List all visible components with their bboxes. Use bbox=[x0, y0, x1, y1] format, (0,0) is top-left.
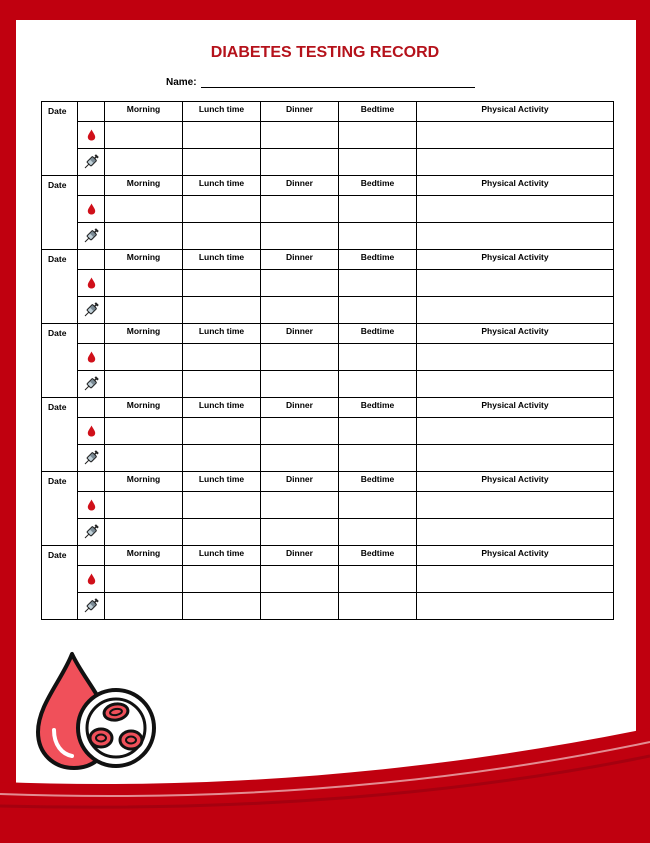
entry-cell[interactable] bbox=[105, 492, 183, 519]
insulin-dose-row bbox=[42, 149, 614, 176]
name-line[interactable] bbox=[201, 77, 475, 88]
glucose-reading-row bbox=[42, 196, 614, 223]
insulin-dose-row bbox=[42, 593, 614, 620]
entry-cell[interactable] bbox=[261, 122, 339, 149]
entry-cell[interactable] bbox=[105, 196, 183, 223]
date-cell[interactable] bbox=[42, 324, 78, 398]
date-label: Date bbox=[48, 550, 67, 560]
icon-header-cell bbox=[78, 102, 105, 122]
column-header: Bedtime bbox=[339, 102, 417, 122]
entry-cell[interactable] bbox=[339, 344, 417, 371]
date-cell[interactable] bbox=[42, 176, 78, 250]
insulin-dose-row bbox=[42, 445, 614, 472]
date-entry-space[interactable] bbox=[48, 417, 77, 471]
column-header: Physical Activity bbox=[417, 324, 614, 344]
entry-cell[interactable] bbox=[261, 371, 339, 398]
entry-cell[interactable] bbox=[417, 566, 614, 593]
entry-cell[interactable] bbox=[105, 122, 183, 149]
glucose-reading-row bbox=[42, 122, 614, 149]
icon-header-cell bbox=[78, 398, 105, 418]
date-entry-space[interactable] bbox=[48, 565, 77, 619]
entry-cell[interactable] bbox=[339, 519, 417, 546]
testing-record-table bbox=[41, 101, 614, 620]
entry-cell[interactable] bbox=[183, 566, 261, 593]
glucose-reading-row bbox=[42, 270, 614, 297]
entry-cell[interactable] bbox=[261, 492, 339, 519]
entry-cell[interactable] bbox=[183, 122, 261, 149]
date-cell[interactable] bbox=[42, 250, 78, 324]
row-icon-cell bbox=[78, 122, 105, 149]
entry-cell[interactable] bbox=[105, 149, 183, 176]
date-cell[interactable] bbox=[42, 398, 78, 472]
entry-cell[interactable] bbox=[339, 593, 417, 620]
insulin-dose-row bbox=[42, 297, 614, 324]
entry-cell[interactable] bbox=[417, 122, 614, 149]
column-header: Morning bbox=[105, 250, 183, 270]
column-header: Bedtime bbox=[339, 546, 417, 566]
entry-cell[interactable] bbox=[261, 344, 339, 371]
entry-cell[interactable] bbox=[417, 371, 614, 398]
date-entry-space[interactable] bbox=[48, 195, 77, 249]
row-icon-cell bbox=[78, 519, 105, 546]
column-header: Physical Activity bbox=[417, 472, 614, 492]
syringe-icon bbox=[82, 304, 100, 314]
glucose-reading-row bbox=[42, 492, 614, 519]
column-header: Bedtime bbox=[339, 324, 417, 344]
column-header: Lunch time bbox=[183, 176, 261, 196]
entry-cell[interactable] bbox=[105, 270, 183, 297]
column-header: Dinner bbox=[261, 176, 339, 196]
column-header: Bedtime bbox=[339, 250, 417, 270]
name-label: Name: bbox=[166, 77, 197, 88]
date-label: Date bbox=[48, 254, 67, 264]
column-header: Lunch time bbox=[183, 398, 261, 418]
row-icon-cell bbox=[78, 297, 105, 324]
blood-drop-icon bbox=[87, 277, 96, 287]
entry-cell[interactable] bbox=[339, 122, 417, 149]
insulin-dose-row bbox=[42, 519, 614, 546]
entry-cell[interactable] bbox=[339, 371, 417, 398]
date-cell[interactable] bbox=[42, 102, 78, 176]
row-icon-cell bbox=[78, 593, 105, 620]
column-header: Lunch time bbox=[183, 324, 261, 344]
entry-cell[interactable] bbox=[105, 593, 183, 620]
insulin-dose-row bbox=[42, 371, 614, 398]
entry-cell[interactable] bbox=[105, 445, 183, 472]
row-icon-cell bbox=[78, 344, 105, 371]
icon-header-cell bbox=[78, 324, 105, 344]
entry-cell[interactable] bbox=[183, 196, 261, 223]
entry-cell[interactable] bbox=[417, 297, 614, 324]
entry-cell[interactable] bbox=[339, 223, 417, 250]
row-icon-cell bbox=[78, 445, 105, 472]
column-header: Physical Activity bbox=[417, 546, 614, 566]
block-header-row bbox=[42, 176, 614, 196]
column-header: Bedtime bbox=[339, 176, 417, 196]
entry-cell[interactable] bbox=[183, 418, 261, 445]
entry-cell[interactable] bbox=[261, 593, 339, 620]
entry-cell[interactable] bbox=[417, 445, 614, 472]
date-entry-space[interactable] bbox=[48, 343, 77, 397]
entry-cell[interactable] bbox=[183, 149, 261, 176]
syringe-icon bbox=[82, 378, 100, 388]
entry-cell[interactable] bbox=[105, 519, 183, 546]
entry-cell[interactable] bbox=[339, 445, 417, 472]
entry-cell[interactable] bbox=[183, 223, 261, 250]
entry-cell[interactable] bbox=[183, 297, 261, 324]
entry-cell[interactable] bbox=[339, 270, 417, 297]
date-label: Date bbox=[48, 476, 67, 486]
glucose-reading-row bbox=[42, 344, 614, 371]
entry-cell[interactable] bbox=[339, 297, 417, 324]
block-header-row bbox=[42, 250, 614, 270]
page-title: DIABETES TESTING RECORD bbox=[210, 44, 440, 61]
date-cell[interactable] bbox=[42, 472, 78, 546]
column-header: Bedtime bbox=[339, 398, 417, 418]
entry-cell[interactable] bbox=[417, 418, 614, 445]
blood-drop-icon bbox=[87, 499, 96, 509]
column-header: Lunch time bbox=[183, 546, 261, 566]
entry-cell[interactable] bbox=[183, 344, 261, 371]
column-header: Morning bbox=[105, 398, 183, 418]
date-label: Date bbox=[48, 106, 67, 116]
icon-header-cell bbox=[78, 176, 105, 196]
entry-cell[interactable] bbox=[261, 223, 339, 250]
entry-cell[interactable] bbox=[261, 418, 339, 445]
block-header-row bbox=[42, 398, 614, 418]
blood-drop-icon bbox=[87, 425, 96, 435]
column-header: Lunch time bbox=[183, 250, 261, 270]
entry-cell[interactable] bbox=[183, 519, 261, 546]
entry-cell[interactable] bbox=[417, 149, 614, 176]
column-header: Morning bbox=[105, 546, 183, 566]
column-header: Physical Activity bbox=[417, 250, 614, 270]
entry-cell[interactable] bbox=[417, 492, 614, 519]
blood-drop-icon bbox=[87, 351, 96, 361]
syringe-icon bbox=[82, 230, 100, 240]
column-header: Dinner bbox=[261, 102, 339, 122]
row-icon-cell bbox=[78, 196, 105, 223]
entry-cell[interactable] bbox=[183, 492, 261, 519]
icon-header-cell bbox=[78, 546, 105, 566]
entry-cell[interactable] bbox=[105, 344, 183, 371]
column-header: Dinner bbox=[261, 324, 339, 344]
column-header: Bedtime bbox=[339, 472, 417, 492]
icon-header-cell bbox=[78, 250, 105, 270]
column-header: Physical Activity bbox=[417, 102, 614, 122]
entry-cell[interactable] bbox=[417, 344, 614, 371]
blood-cells-illustration bbox=[34, 650, 159, 775]
entry-cell[interactable] bbox=[183, 371, 261, 398]
entry-cell[interactable] bbox=[417, 223, 614, 250]
row-icon-cell bbox=[78, 492, 105, 519]
column-header: Morning bbox=[105, 176, 183, 196]
entry-cell[interactable] bbox=[105, 223, 183, 250]
row-icon-cell bbox=[78, 223, 105, 250]
date-label: Date bbox=[48, 402, 67, 412]
syringe-icon bbox=[82, 452, 100, 462]
column-header: Dinner bbox=[261, 250, 339, 270]
block-header-row bbox=[42, 102, 614, 122]
entry-cell[interactable] bbox=[261, 149, 339, 176]
column-header: Dinner bbox=[261, 398, 339, 418]
syringe-icon bbox=[82, 526, 100, 536]
entry-cell[interactable] bbox=[261, 566, 339, 593]
column-header: Lunch time bbox=[183, 472, 261, 492]
row-icon-cell bbox=[78, 270, 105, 297]
entry-cell[interactable] bbox=[105, 297, 183, 324]
entry-cell[interactable] bbox=[105, 371, 183, 398]
column-header: Morning bbox=[105, 324, 183, 344]
column-header: Lunch time bbox=[183, 102, 261, 122]
column-header: Dinner bbox=[261, 546, 339, 566]
blood-drop-icon bbox=[87, 203, 96, 213]
block-header-row bbox=[42, 324, 614, 344]
entry-cell[interactable] bbox=[339, 149, 417, 176]
entry-cell[interactable] bbox=[183, 445, 261, 472]
block-header-row bbox=[42, 472, 614, 492]
date-entry-space[interactable] bbox=[48, 121, 77, 175]
entry-cell[interactable] bbox=[105, 418, 183, 445]
entry-cell[interactable] bbox=[339, 418, 417, 445]
entry-cell[interactable] bbox=[417, 593, 614, 620]
syringe-icon bbox=[82, 156, 100, 166]
date-entry-space[interactable] bbox=[48, 269, 77, 323]
entry-cell[interactable] bbox=[417, 519, 614, 546]
row-icon-cell bbox=[78, 149, 105, 176]
entry-cell[interactable] bbox=[339, 566, 417, 593]
entry-cell[interactable] bbox=[261, 196, 339, 223]
entry-cell[interactable] bbox=[183, 270, 261, 297]
column-header: Morning bbox=[105, 472, 183, 492]
date-entry-space[interactable] bbox=[48, 491, 77, 545]
entry-cell[interactable] bbox=[261, 519, 339, 546]
column-header: Physical Activity bbox=[417, 176, 614, 196]
row-icon-cell bbox=[78, 566, 105, 593]
icon-header-cell bbox=[78, 472, 105, 492]
name-field[interactable] bbox=[166, 77, 475, 88]
entry-cell[interactable] bbox=[417, 196, 614, 223]
date-cell[interactable] bbox=[42, 546, 78, 620]
entry-cell[interactable] bbox=[261, 297, 339, 324]
entry-cell[interactable] bbox=[105, 566, 183, 593]
block-header-row bbox=[42, 546, 614, 566]
column-header: Dinner bbox=[261, 472, 339, 492]
entry-cell[interactable] bbox=[183, 593, 261, 620]
entry-cell[interactable] bbox=[339, 492, 417, 519]
entry-cell[interactable] bbox=[417, 270, 614, 297]
row-icon-cell bbox=[78, 371, 105, 398]
entry-cell[interactable] bbox=[261, 270, 339, 297]
column-header: Physical Activity bbox=[417, 398, 614, 418]
column-header: Morning bbox=[105, 102, 183, 122]
blood-drop-icon bbox=[87, 573, 96, 583]
blood-drop-icon bbox=[87, 129, 96, 139]
insulin-dose-row bbox=[42, 223, 614, 250]
entry-cell[interactable] bbox=[339, 196, 417, 223]
date-label: Date bbox=[48, 328, 67, 338]
glucose-reading-row bbox=[42, 418, 614, 445]
glucose-reading-row bbox=[42, 566, 614, 593]
date-label: Date bbox=[48, 180, 67, 190]
entry-cell[interactable] bbox=[261, 445, 339, 472]
row-icon-cell bbox=[78, 418, 105, 445]
syringe-icon bbox=[82, 600, 100, 610]
